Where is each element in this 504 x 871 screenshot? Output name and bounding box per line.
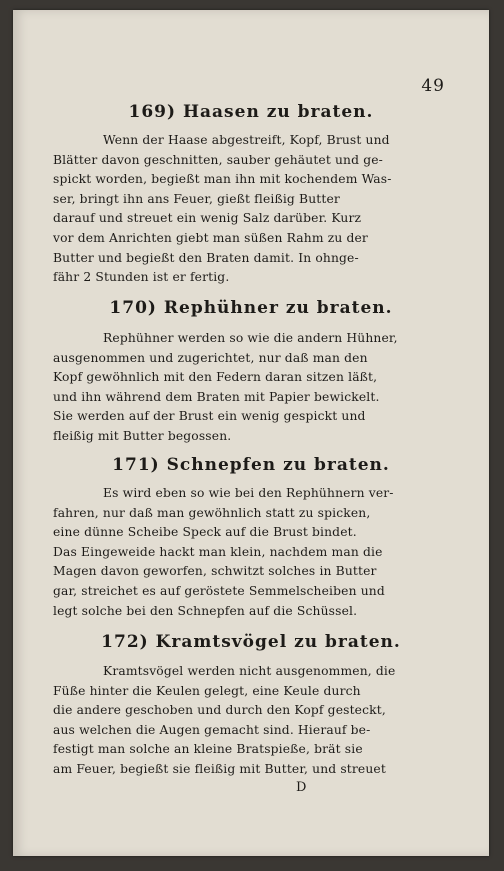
book-page <box>13 10 489 856</box>
text-line: Kramtsvögel werden nicht ausgenommen, die <box>103 664 396 678</box>
recipe-text <box>53 484 457 621</box>
text-line: vor dem Anrichten giebt man süßen Rahm zu der <box>53 230 368 245</box>
recipe-heading: 171) Schnepfen zu braten. <box>112 455 390 475</box>
page-number: 49 <box>421 76 445 96</box>
text-line: die andere geschoben und durch den Kopf gesteckt, <box>53 703 386 718</box>
text-line: fahren, nur daß man gewöhnlich statt zu spicken, <box>53 505 371 520</box>
text-line: Blätter davon geschnitten, sauber gehäutet und ge- <box>53 152 383 167</box>
text-line: festigt man solche an kleine Bratspieße, brät sie <box>53 742 363 757</box>
text-line: gar, streichet es auf geröstete Semmelscheiben und <box>53 583 385 598</box>
catchword: D <box>296 780 307 795</box>
text-line: fleißig mit Butter begossen. <box>53 428 232 443</box>
text-line: Sie werden auf der Brust ein wenig gespickt und <box>53 409 366 424</box>
recipe-heading: 169) Haasen zu braten. <box>128 102 374 122</box>
text-line: Rephühner werden so wie die andern Hühner, <box>103 331 398 345</box>
text-line: am Feuer, begießt sie fleißig mit Butter, und streuet <box>53 761 386 776</box>
text-line: legt solche bei den Schnepfen auf die Schüssel. <box>53 603 358 618</box>
recipe-heading: 170) Rephühner zu braten. <box>109 298 393 318</box>
text-line: aus welchen die Augen gemacht sind. Hierauf be- <box>53 722 371 737</box>
recipe-text <box>53 662 457 780</box>
text-line: ausgenommen und zugerichtet, nur daß man den <box>53 350 368 365</box>
text-line: darauf und streuet ein wenig Salz darüber. Kurz <box>53 211 362 226</box>
text-line: Es wird eben so wie bei den Rephühnern ver- <box>103 486 394 500</box>
text-line: Kopf gewöhnlich mit den Federn daran sitzen läßt, <box>53 370 378 385</box>
text-line: Füße hinter die Keulen gelegt, eine Keule durch <box>53 683 361 698</box>
recipe-text <box>53 131 457 288</box>
text-line: ser, bringt ihn ans Feuer, gießt fleißig Butter <box>53 191 340 206</box>
text-line: fähr 2 Stunden ist er fertig. <box>53 270 230 285</box>
text-line: eine dünne Scheibe Speck auf die Brust bindet. <box>53 525 357 540</box>
text-line: spickt worden, begießt man ihn mit kochendem Was- <box>53 172 392 187</box>
recipe-heading: 172) Kramtsvögel zu braten. <box>101 632 401 652</box>
recipe-text <box>53 329 457 447</box>
text-line: Das Eingeweide hackt man klein, nachdem man die <box>53 544 383 559</box>
text-line: und ihn während dem Braten mit Papier bewickelt. <box>53 389 380 404</box>
text-line: Magen davon geworfen, schwitzt solches in Butter <box>53 564 377 579</box>
text-line: Butter und begießt den Braten damit. In ohnge- <box>53 250 359 265</box>
text-line: Wenn der Haase abgestreift, Kopf, Brust und <box>103 133 390 147</box>
